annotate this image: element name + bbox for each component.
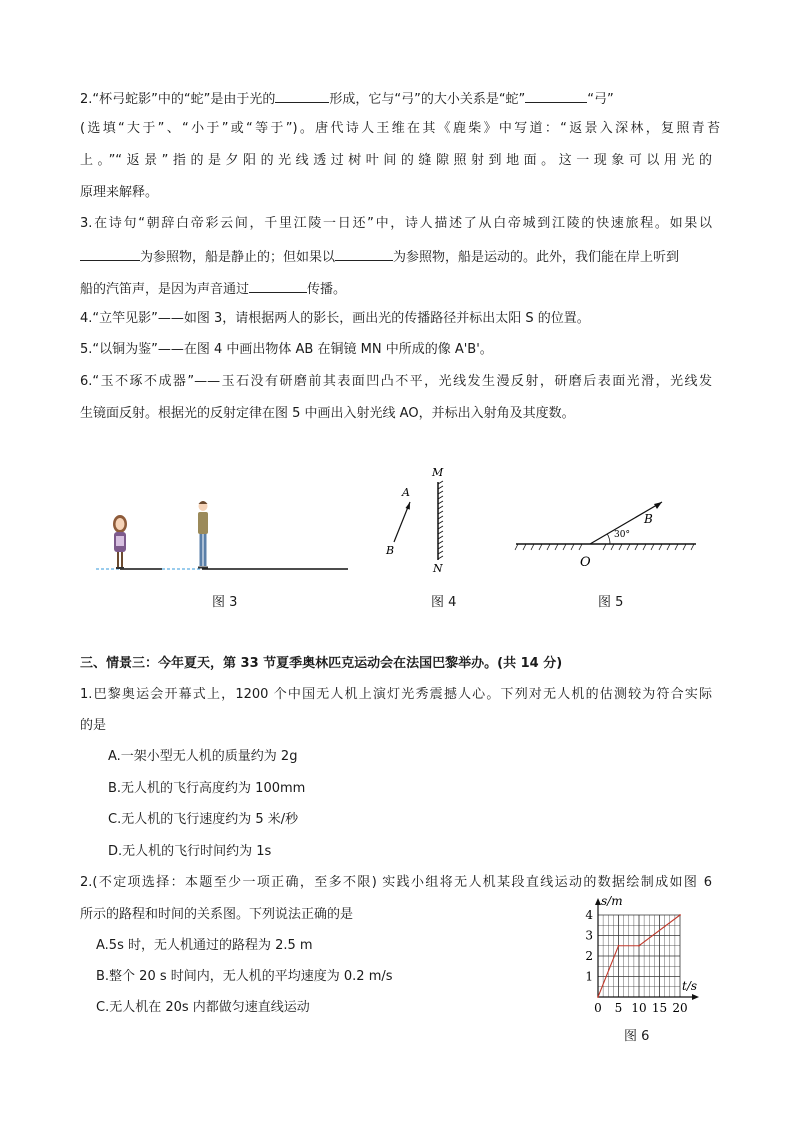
y-tick-label: 4 xyxy=(585,908,593,922)
s3q2-line1: 2.(不定项选择：本题至少一项正确，至多不限) 实践小组将无人机某段直线运动的数据绘制成如图 6 xyxy=(80,875,712,890)
q2-text-c: “弓” xyxy=(587,92,614,107)
fig5-angle-arc xyxy=(607,534,610,544)
figure-5[interactable] xyxy=(508,488,708,572)
s3q1-line2: 的是 xyxy=(80,718,107,733)
y-tick-label: 3 xyxy=(585,928,593,943)
q3-line2 xyxy=(80,247,679,267)
fig5-label-O: O xyxy=(580,555,591,570)
x-axis-arrow xyxy=(692,994,699,1000)
section3-heading: 三、情景三：今年夏天，第 33 节夏季奥林匹克运动会在法国巴黎举办。(共 14 分) xyxy=(80,656,563,671)
q2-blank-1[interactable] xyxy=(275,89,329,103)
s3q2-option-c[interactable]: C.无人机在 20s 内都做匀速直线运动 xyxy=(96,1000,310,1015)
s3q1-option-a[interactable]: A.一架小型无人机的质量约为 2g xyxy=(108,749,298,764)
q3-blank-3[interactable] xyxy=(249,279,307,293)
figure-4[interactable] xyxy=(378,462,458,574)
x-tick-label: 10 xyxy=(631,1001,647,1015)
q3-text-a: 为参照物，船是静止的；但如果以 xyxy=(140,250,336,265)
fig3-girl-figure xyxy=(113,515,127,568)
q2-line2: (选填“大于”、“小于”或“等于”)。唐代诗人王维在其《鹿柴》中写道：“返景入深林，复照青苔 xyxy=(80,121,720,136)
x-tick-label: 20 xyxy=(672,1001,688,1015)
x-axis-label: t/s xyxy=(682,979,698,993)
fig5-angle-label: 30° xyxy=(614,530,630,540)
fig5-label-B: B xyxy=(644,512,653,526)
fig5-surface-hatching xyxy=(515,544,694,550)
x-tick-label: 5 xyxy=(614,1001,623,1015)
y-axis-label: s/m xyxy=(601,894,623,908)
q3-blank-1[interactable] xyxy=(80,247,140,261)
s3q1-option-d[interactable]: D.无人机的飞行时间约为 1s xyxy=(108,844,272,859)
q2-text-a: 2.“杯弓蛇影”中的“蛇”是由于光的 xyxy=(80,92,276,107)
q3-line3 xyxy=(80,279,346,299)
s3q1-option-b[interactable]: B.无人机的飞行高度约为 100mm xyxy=(108,781,306,796)
y-tick-label: 1 xyxy=(585,969,593,984)
figure-3[interactable] xyxy=(90,488,360,578)
q3-text-d: 传播。 xyxy=(307,282,347,297)
data-point xyxy=(679,914,681,916)
s3q1-line1: 1.巴黎奥运会开幕式上，1200 个中国无人机上演灯光秀震撼人心。下列对无人机的估测较为符合实际 xyxy=(80,687,712,702)
fig4-label-B: B xyxy=(386,544,395,557)
q6-line1: 6.“玉不琢不成器”——玉石没有研磨前其表面凹凸不平，光线发生漫反射，研磨后表面光滑，光线发 xyxy=(80,374,712,389)
s3q2-option-b[interactable]: B.整个 20 s 时间内，无人机的平均速度为 0.2 m/s xyxy=(96,969,393,984)
q2-line1 xyxy=(80,89,727,109)
s3q2-line2: 所示的路程和时间的关系图。下列说法正确的是 xyxy=(80,907,354,922)
fig5-arrowhead xyxy=(654,502,662,509)
data-point xyxy=(597,996,599,998)
q3-line1: 3.在诗句“朝辞白帝彩云间，千里江陵一日还”中，诗人描述了从白帝城到江陵的快速旅程。如果以 xyxy=(80,216,712,231)
fig4-label-M: M xyxy=(432,466,444,479)
q3-blank-2[interactable] xyxy=(335,247,393,261)
q2-blank-2[interactable] xyxy=(525,89,587,103)
fig4-label-N: N xyxy=(433,562,443,574)
data-point xyxy=(638,945,640,947)
s3q2-option-a[interactable]: A.5s 时，无人机通过的路程为 2.5 m xyxy=(96,938,313,953)
fig3-man-figure xyxy=(198,501,208,568)
x-tick-label: 15 xyxy=(651,1001,668,1015)
figure-6-chart[interactable] xyxy=(578,893,708,1023)
q5-text: 5.“以铜为鉴”——在图 4 中画出物体 AB 在铜镜 MN 中所成的像 A'B'。 xyxy=(80,342,493,357)
fig4-arrowhead xyxy=(406,502,411,510)
s3q1-option-c[interactable]: C.无人机的飞行速度约为 5 米/秒 xyxy=(108,812,299,827)
fig3-caption: 图 3 xyxy=(212,595,238,610)
q2-line4: 原理来解释。 xyxy=(80,185,159,200)
data-point xyxy=(618,945,620,947)
fig4-caption: 图 4 xyxy=(431,595,457,610)
y-tick-label: 2 xyxy=(585,949,593,963)
q3-text-b: 为参照物，船是运动的。此外，我们能在岸上听到 xyxy=(393,250,680,265)
q4-text: 4.“立竿见影”——如图 3，请根据两人的影长，画出光的传播路径并标出太阳 S 的位置。 xyxy=(80,311,590,326)
q2-text-b: 形成，它与“弓”的大小关系是“蛇” xyxy=(329,92,526,107)
q3-text-c: 船的汽笛声，是因为声音通过 xyxy=(80,282,250,297)
fig4-label-A: A xyxy=(402,486,410,499)
q2-line3: 上。”“返景”指的是夕阳的光线透过树叶间的缝隙照射到地面。这一现象可以用光的 xyxy=(80,153,712,168)
fig5-caption: 图 5 xyxy=(598,595,624,610)
q6-line2: 生镜面反射。根据光的反射定律在图 5 中画出入射光线 AO，并标出入射角及其度数。 xyxy=(80,406,575,421)
fig6-caption: 图 6 xyxy=(624,1029,650,1044)
x-tick-label: 0 xyxy=(594,1001,602,1015)
